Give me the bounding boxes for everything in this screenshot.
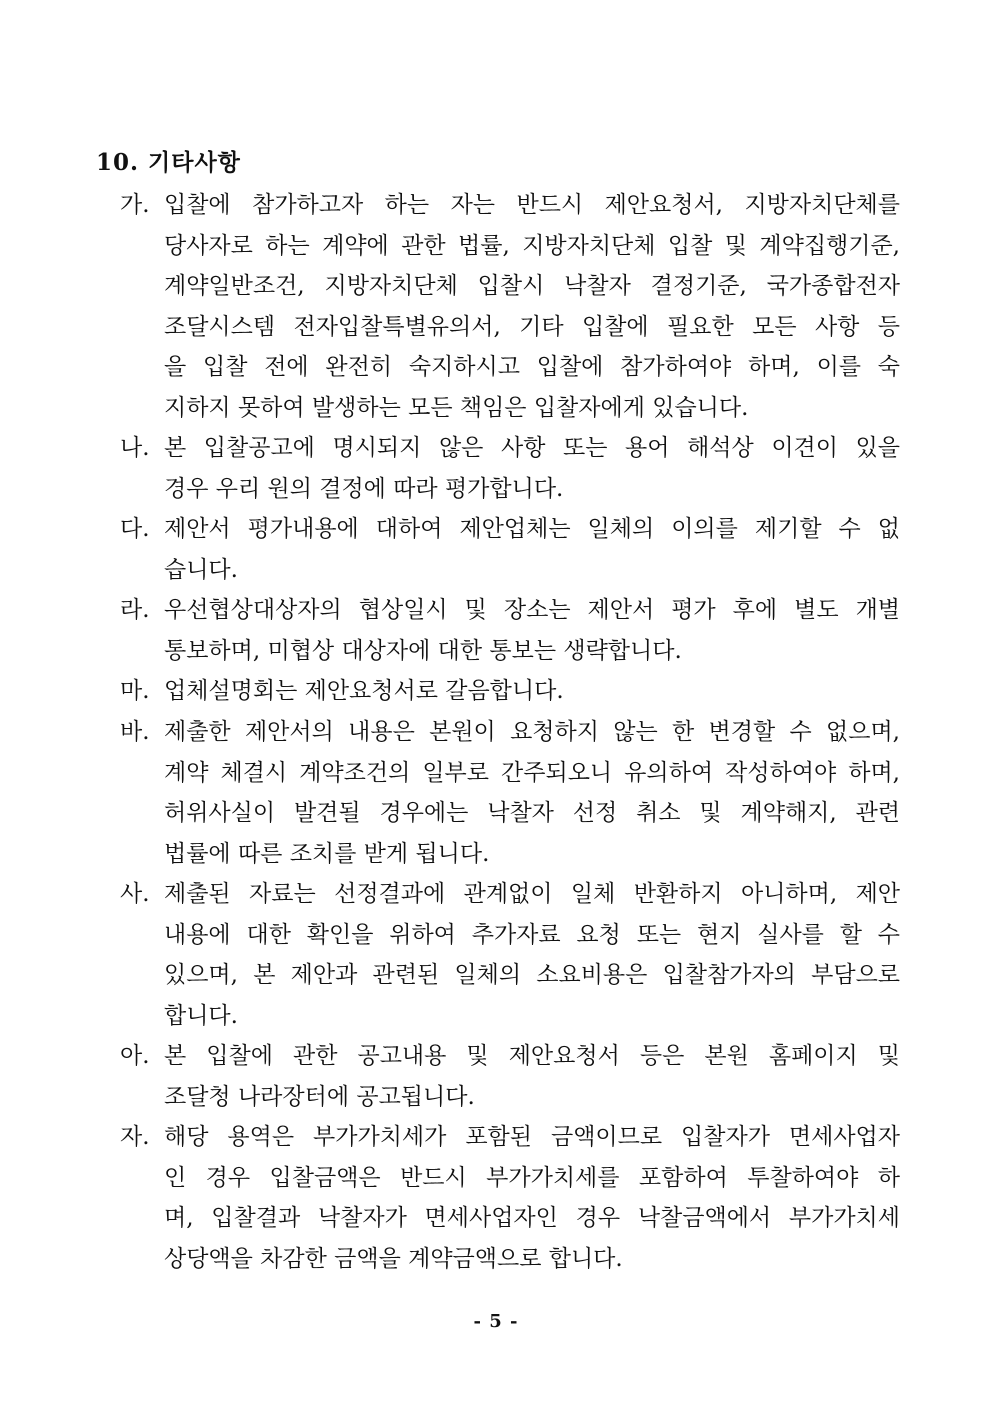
text-line: 계약일반조건, 지방자치단체 입찰시 낙찰자 결정기준, 국가종합전자 — [164, 273, 900, 299]
text-line: 인 경우 입찰금액은 반드시 부가가치세를 포함하여 투찰하여야 하 — [164, 1164, 900, 1191]
text-line: 우선협상대상자의 협상일시 및 장소는 제안서 평가 후에 별도 개별 — [164, 597, 900, 623]
text-line: 상당액을 차감한 금액을 계약금액으로 합니다. — [164, 1245, 623, 1272]
item-text — [164, 712, 900, 874]
text-line: 본 입찰에 관한 공고내용 및 제안요청서 등은 본원 홈페이지 및 — [164, 1043, 900, 1069]
text-line: 허위사실이 발견될 경우에는 낙찰자 선정 취소 및 계약해지, 관련 — [164, 800, 900, 826]
page-number: - 5 - — [473, 1311, 519, 1332]
text-line: 제출된 자료는 선정결과에 관계없이 일체 반환하지 아니하며, 제안 — [164, 881, 900, 907]
list-item — [120, 428, 900, 509]
list-item — [120, 712, 900, 874]
text-line: 조달청 나라장터에 공고됩니다. — [164, 1083, 475, 1110]
text-line: 본 입찰공고에 명시되지 않은 사항 또는 용어 해석상 이견이 있을 — [164, 435, 900, 461]
text-line: 을 입찰 전에 완전히 숙지하시고 입찰에 참가하여야 하며, 이를 숙 — [164, 354, 900, 380]
text-line: 조달시스템 전자입찰특별유의서, 기타 입찰에 필요한 모든 사항 등 — [164, 313, 900, 340]
item-text — [164, 671, 900, 712]
text-line: 제출한 제안서의 내용은 본원이 요청하지 않는 한 변경할 수 없으며, — [164, 719, 900, 745]
text-line: 습니다. — [164, 556, 238, 583]
text-line: 며, 입찰결과 낙찰자가 면세사업자인 경우 낙찰금액에서 부가가치세 — [164, 1205, 900, 1231]
text-line: 지하지 못하여 발생하는 모든 책임은 입찰자에게 있습니다. — [164, 394, 749, 421]
list-item — [120, 874, 900, 1036]
text-line: 당사자로 하는 계약에 관한 법률, 지방자치단체 입찰 및 계약집행기준, — [164, 232, 900, 259]
item-marker: 아. — [120, 1043, 150, 1069]
text-line: 합니다. — [164, 1002, 238, 1029]
item-text — [164, 509, 900, 590]
item-text — [164, 1036, 900, 1117]
section-title: 10. 기타사항 — [96, 149, 241, 176]
list-item — [120, 509, 900, 590]
list-item — [120, 185, 900, 428]
text-line: 계약 체결시 계약조건의 일부로 간주되오니 유의하여 작성하여야 하며, — [164, 759, 900, 786]
item-marker: 자. — [120, 1124, 150, 1150]
item-text — [164, 590, 900, 671]
text-line: 업체설명회는 제안요청서로 갈음합니다. — [164, 678, 564, 704]
text-line: 경우 우리 원의 결정에 따라 평가합니다. — [164, 475, 564, 502]
text-line: 법률에 따른 조치를 받게 됩니다. — [164, 840, 490, 867]
text-line: 제안서 평가내용에 대하여 제안업체는 일체의 이의를 제기할 수 없 — [164, 516, 900, 542]
item-marker: 사. — [120, 881, 150, 907]
item-text — [164, 185, 900, 428]
item-text — [164, 1117, 900, 1279]
item-marker: 마. — [120, 678, 150, 704]
text-line: 해당 용역은 부가가치세가 포함된 금액이므로 입찰자가 면세사업자 — [164, 1124, 900, 1150]
text-line: 있으며, 본 제안과 관련된 일체의 소요비용은 입찰참가자의 부담으로 — [164, 962, 900, 988]
text-line: 입찰에 참가하고자 하는 자는 반드시 제안요청서, 지방자치단체를 — [164, 192, 900, 218]
item-marker: 바. — [120, 719, 150, 745]
item-marker: 가. — [120, 192, 150, 218]
list-item — [120, 1117, 900, 1279]
item-marker: 나. — [120, 435, 150, 461]
text-line: 내용에 대한 확인을 위하여 추가자료 요청 또는 현지 실사를 할 수 — [164, 921, 900, 948]
item-marker: 라. — [120, 597, 150, 623]
list-item — [120, 590, 900, 671]
item-text — [164, 428, 900, 509]
list-item — [120, 1036, 900, 1117]
item-text — [164, 874, 900, 1036]
item-marker: 다. — [120, 516, 150, 542]
text-line: 통보하며, 미협상 대상자에 대한 통보는 생략합니다. — [164, 637, 682, 664]
list-item — [120, 671, 900, 712]
